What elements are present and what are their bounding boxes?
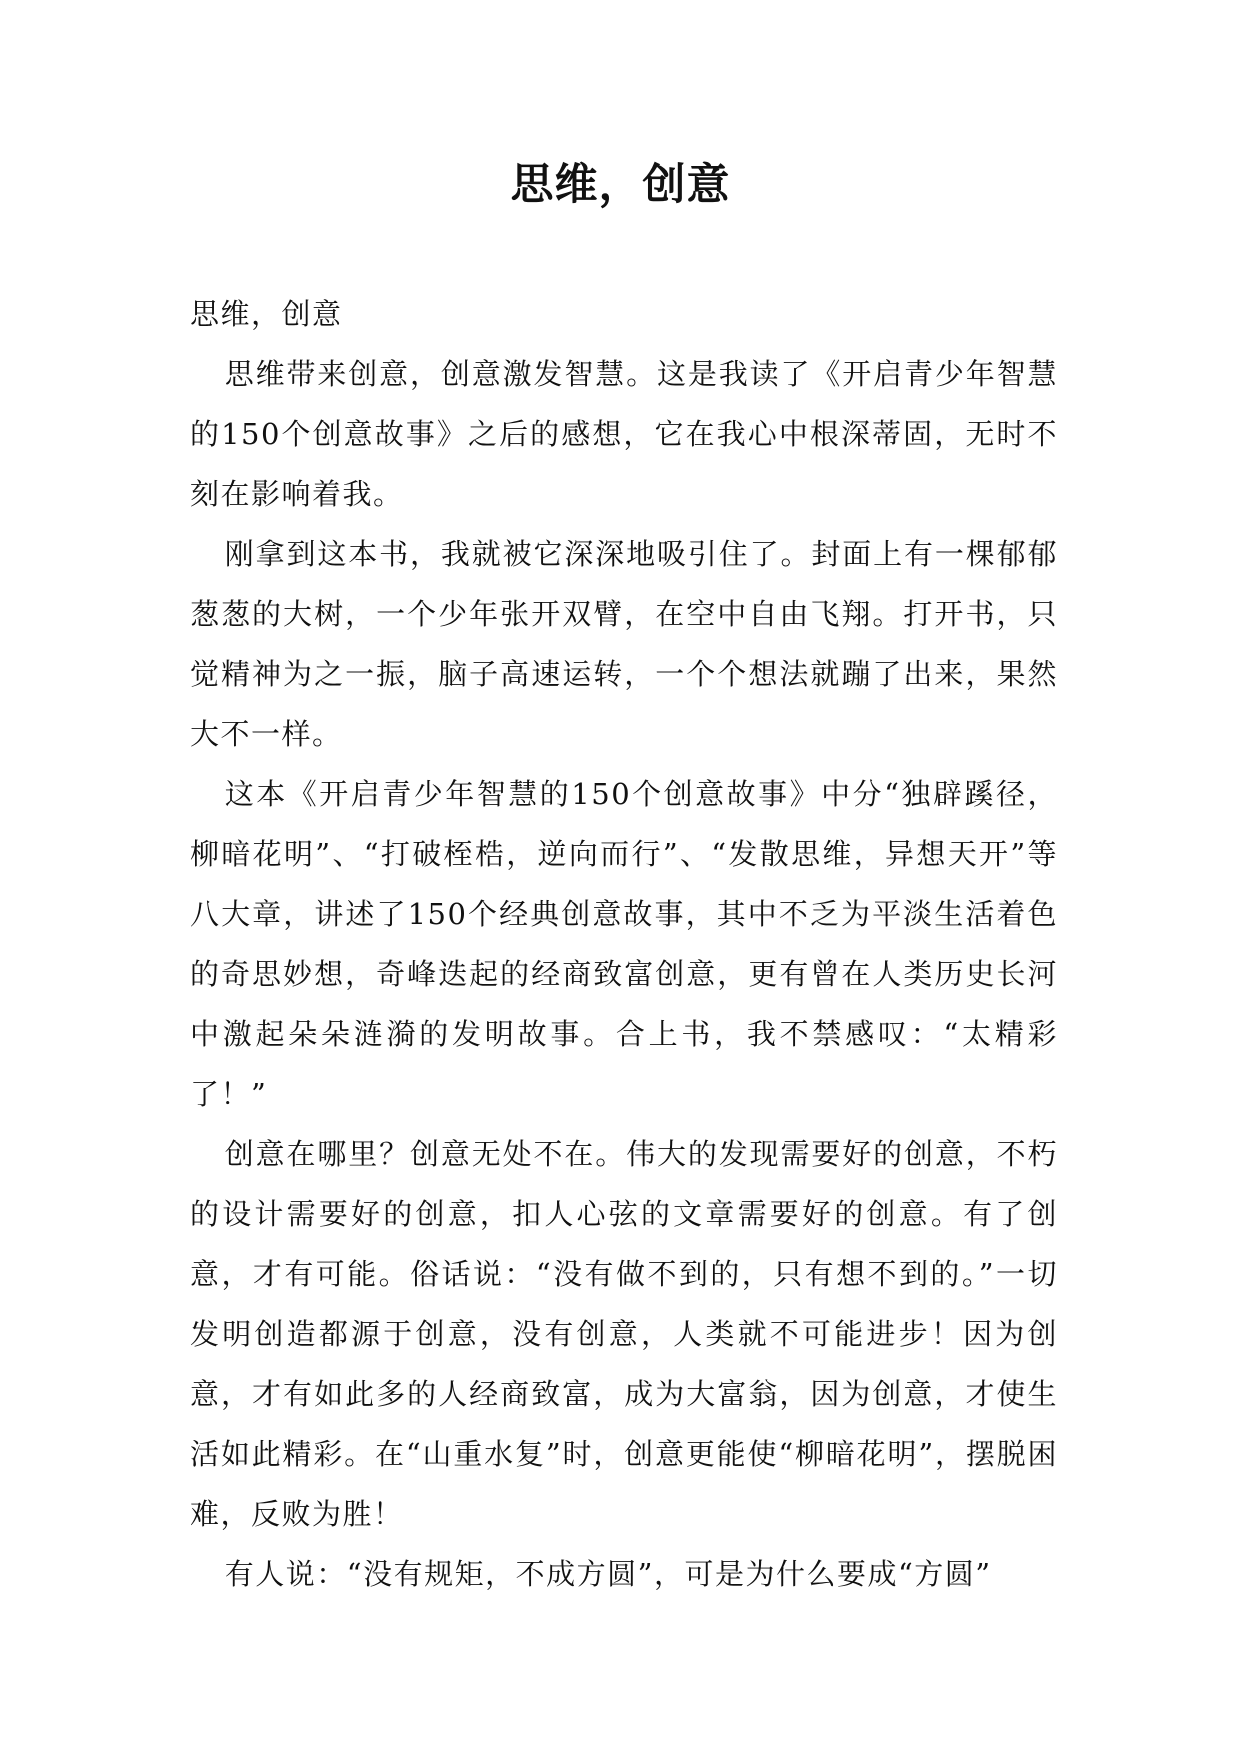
document-title: 思维，创意 [510,160,731,210]
document-body [190,284,1058,1604]
body-heading: 思维，创意 [190,297,343,331]
paragraph-2: 刚拿到这本书，我就被它深深地吸引住了。封面上有一棵郁郁葱葱的大树，一个少年张开双臂，在空中自由飞翔。打开书，只觉精神为之一振，脑子高速运转，一个个想法就蹦了出来，果然大不一样。 [190,537,1058,751]
paragraph-4: 创意在哪里？创意无处不在。伟大的发现需要好的创意，不朽的设计需要好的创意，扣人心弦的文章需要好的创意。有了创意，才有可能。俗话说：“没有做不到的，只有想不到的。”一切发明创造都源于创意，没有创意，人类就不可能进步！因为创意，才有如此多的人经商致富，成为大富翁，因为创意，才使生活如此精彩。在“山重水复”时，创意更能使“柳暗花明”，摆脱困难，反败为胜！ [190,1137,1058,1531]
paragraph-3: 这本《开启青少年智慧的150个创意故事》中分“独辟蹊径，柳暗花明”、“打破桎梏，逆向而行”、“发散思维，异想天开”等八大章，讲述了150个经典创意故事，其中不乏为平淡生活着色的奇思妙想，奇峰迭起的经商致富创意，更有曾在人类历史长河中激起朵朵涟漪的发明故事。合上书，我不禁感叹：“太精彩了！” [190,777,1058,1111]
paragraph-1: 思维带来创意，创意激发智慧。这是我读了《开启青少年智慧的150个创意故事》之后的感想，它在我心中根深蒂固，无时不刻在影响着我。 [190,357,1058,511]
paragraph-5: 有人说：“没有规矩，不成方圆”，可是为什么要成“方圆” [224,1557,992,1591]
